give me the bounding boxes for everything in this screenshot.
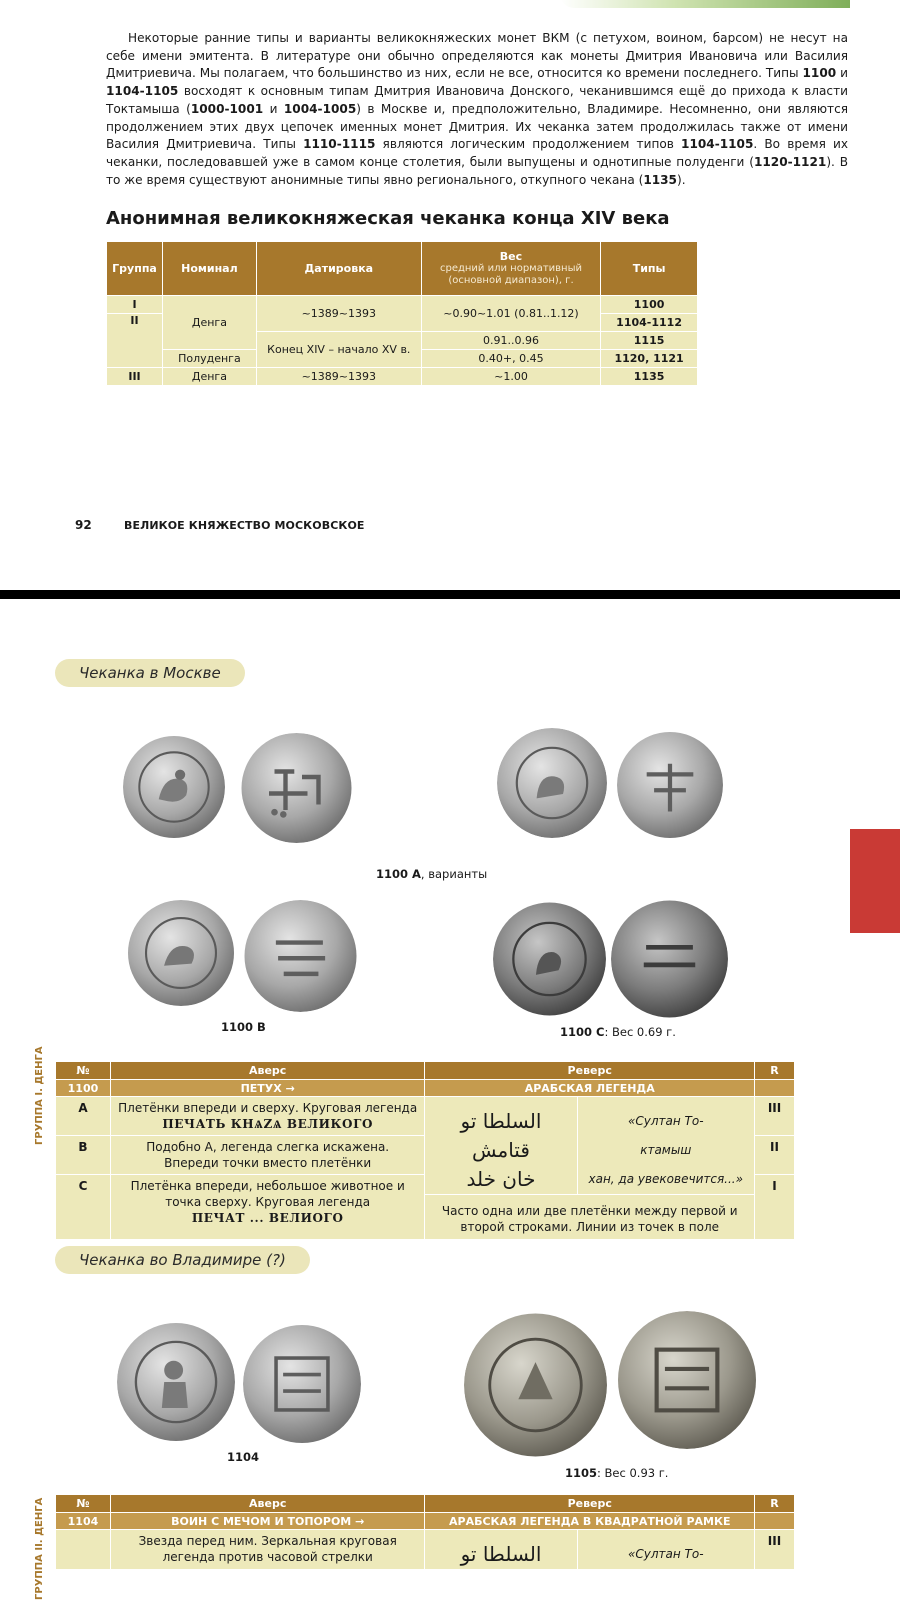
caption-1100b: 1100 B xyxy=(221,1020,266,1034)
text-run: Некоторые ранние типы и варианты великокняжеских монет ВКМ (с петухом, воином, барсом) не несут на себе имени эмитента. В литературе они обычно определяются как монеты Дмитрия Ивановича или Василия Дмитриевича. Мы полагаем, что большинство из них, если не все, относится ко времени последнего. Типы xyxy=(106,31,848,81)
col-nominal: Номинал xyxy=(163,242,257,296)
coin-1100b-obverse-image xyxy=(123,900,239,1006)
text-run: ) в Москве и, предположительно, Владимире. Несомненно, они являются продолжением этих двух цепочек именных монет Дмитрия. Их чеканка затем продолжилась также от имени Василия Дмитриевича. Типы xyxy=(106,101,848,152)
coin-table-1104: № Аверс Реверс R 1104 ВОИН С МЕЧОМ И ТОПОРОМ → АРАБСКАЯ ЛЕГЕНДА В КВАДРАТНОЙ РАМКЕ Звезда перед ним. Зеркальная круговая легенда против часовой стрелки السلطا تو «Султан То- III xyxy=(55,1494,795,1570)
page-divider xyxy=(0,590,900,599)
section-title: Анонимная великокняжеская чеканка конца XIV века xyxy=(106,208,670,229)
table-row: I Денга ~1389~1393 ~0.90~1.01 (0.81..1.12) 1100 xyxy=(107,296,698,314)
text-run: . Во время их чеканки, последовавшей уже в самом конце столетия, были выпущены и однотипные полуденги ( xyxy=(106,137,849,169)
type-reference: 1000-1001 xyxy=(190,101,264,116)
type-reference: 1135 xyxy=(643,172,677,187)
coin-1100a-1-obverse-image xyxy=(123,733,225,841)
legend-translation: «Султан То- ктамыш хан, да увековечится...» xyxy=(577,1097,755,1195)
page-number: 92 xyxy=(75,518,92,532)
red-tab-marker xyxy=(850,829,900,933)
vladimir-section-label: Чеканка во Владимире (?) xyxy=(55,1246,310,1274)
type-row-1100: 1100 ПЕТУХ → АРАБСКАЯ ЛЕГЕНДА xyxy=(56,1080,795,1097)
page-93 xyxy=(0,599,900,1600)
coin-1100b-reverse-image xyxy=(243,900,358,1012)
running-title: ВЕЛИКОЕ КНЯЖЕСТВО МОСКОВСКОЕ xyxy=(124,519,365,532)
coin-1105-reverse-image xyxy=(615,1311,759,1449)
coin-1104-obverse-image xyxy=(117,1321,235,1443)
group-side-label-1: ГРУППА I. ДЕНГА xyxy=(34,1046,45,1145)
caption-1100c: 1100 C: Вес 0.69 г. xyxy=(560,1025,676,1039)
summary-table xyxy=(106,241,698,386)
table-row: C Плетёнка впереди, небольшое животное и точка сверху. Круговая легенда ПЕЧАТ ... ВЕЛИОГО I xyxy=(56,1175,795,1195)
coin-1100a-1-reverse-image xyxy=(238,733,355,843)
type-reference: 1004-1005 xyxy=(283,101,357,116)
text-run: восходят к основным типам Дмитрия Ивановича Донского, чеканившимся ещё до прихода к власти Токтамыша ( xyxy=(106,84,848,116)
coin-table-1100: № Аверс Реверс R 1100 ПЕТУХ → АРАБСКАЯ ЛЕГЕНДА A Плетёнки впереди и сверху. Круговая легенда ПЕЧАТЬ КНѦZѦ ВЕЛИКОГО السلطا تو قتامش خان خلد «Султан То- ктамыш хан, да увековечится...» III B Подобно А, легенда слегка искажена. Впереди точки вместо плетёнки II C Плетёнка впереди, небольшое животное и точка сверху. Круговая легенда ПЕЧАТ ... ВЕЛИОГО I Часто одна или две плетёнки между первой и второй строками. Линии из точек в поле xyxy=(55,1061,795,1240)
type-reference: 1100 xyxy=(802,66,837,81)
intro-paragraph xyxy=(106,30,848,189)
coin-1105-obverse-image xyxy=(464,1312,607,1458)
caption-1104: 1104 xyxy=(227,1450,260,1464)
col-weight: Вес средний или нормативный (основной диапазон), г. xyxy=(421,242,600,296)
caption-1100a: 1100 А, варианты xyxy=(376,867,488,881)
text-run: ). xyxy=(676,172,686,187)
table-row: B Подобно А, легенда слегка искажена. Впереди точки вместо плетёнки II xyxy=(56,1136,795,1175)
coin-1104-reverse-image xyxy=(243,1324,361,1444)
type-reference: 1104-1105 xyxy=(106,84,179,99)
decorative-banner xyxy=(560,0,850,8)
caption-1105: 1105: Вес 0.93 г. xyxy=(565,1466,669,1480)
table-row: Конец XIV – начало XV в. 0.91..0.96 1115 xyxy=(107,332,698,350)
type-reference: 1120-1121 xyxy=(753,154,827,169)
text-run: ). В то же время существуют анонимные типы явно регионального, откупного чекана ( xyxy=(106,154,848,187)
table-row: Звезда перед ним. Зеркальная круговая легенда против часовой стрелки السلطا تو «Султан То- III xyxy=(56,1530,795,1570)
col-dating: Датировка xyxy=(256,242,421,296)
text-run: являются логическим продолжением типов xyxy=(375,137,682,152)
table-row: Полуденга 0.40+, 0.45 1120, 1121 xyxy=(107,350,698,368)
intro-text xyxy=(106,30,848,189)
group-side-label-2: ГРУППА II. ДЕНГА xyxy=(34,1497,45,1600)
coin-1100c-obverse-image xyxy=(493,900,606,1018)
table-row: II 1104-1112 xyxy=(107,314,698,332)
col-types: Типы xyxy=(601,242,698,296)
table-row: Часто одна или две плетёнки между первой и второй строками. Линии из точек в поле xyxy=(56,1195,795,1240)
type-reference: 1110-1115 xyxy=(303,137,376,152)
table-row: A Плетёнки впереди и сверху. Круговая легенда ПЕЧАТЬ КНѦZѦ ВЕЛИКОГО السلطا تو قتامش خان خلد «Султан То- ктамыш хан, да увековечится...» III xyxy=(56,1097,795,1136)
text-run: и xyxy=(263,101,284,116)
text-run: и xyxy=(836,66,848,81)
type-row-1104: 1104 ВОИН С МЕЧОМ И ТОПОРОМ → АРАБСКАЯ ЛЕГЕНДА В КВАДРАТНОЙ РАМКЕ xyxy=(56,1513,795,1530)
coin-1100a-2-reverse-image xyxy=(617,728,723,842)
coin-1100a-2-obverse-image xyxy=(497,728,607,838)
type-reference: 1104-1105 xyxy=(681,137,754,152)
coin-1100c-reverse-image xyxy=(611,899,728,1019)
table-row: III Денга ~1389~1393 ~1.00 1135 xyxy=(107,368,698,386)
col-group: Группа xyxy=(107,242,163,296)
page-92 xyxy=(0,0,900,590)
arabic-legend: السلطا تو قتامش خان خلد xyxy=(425,1097,577,1195)
moscow-section-label: Чеканка в Москве xyxy=(55,659,245,687)
